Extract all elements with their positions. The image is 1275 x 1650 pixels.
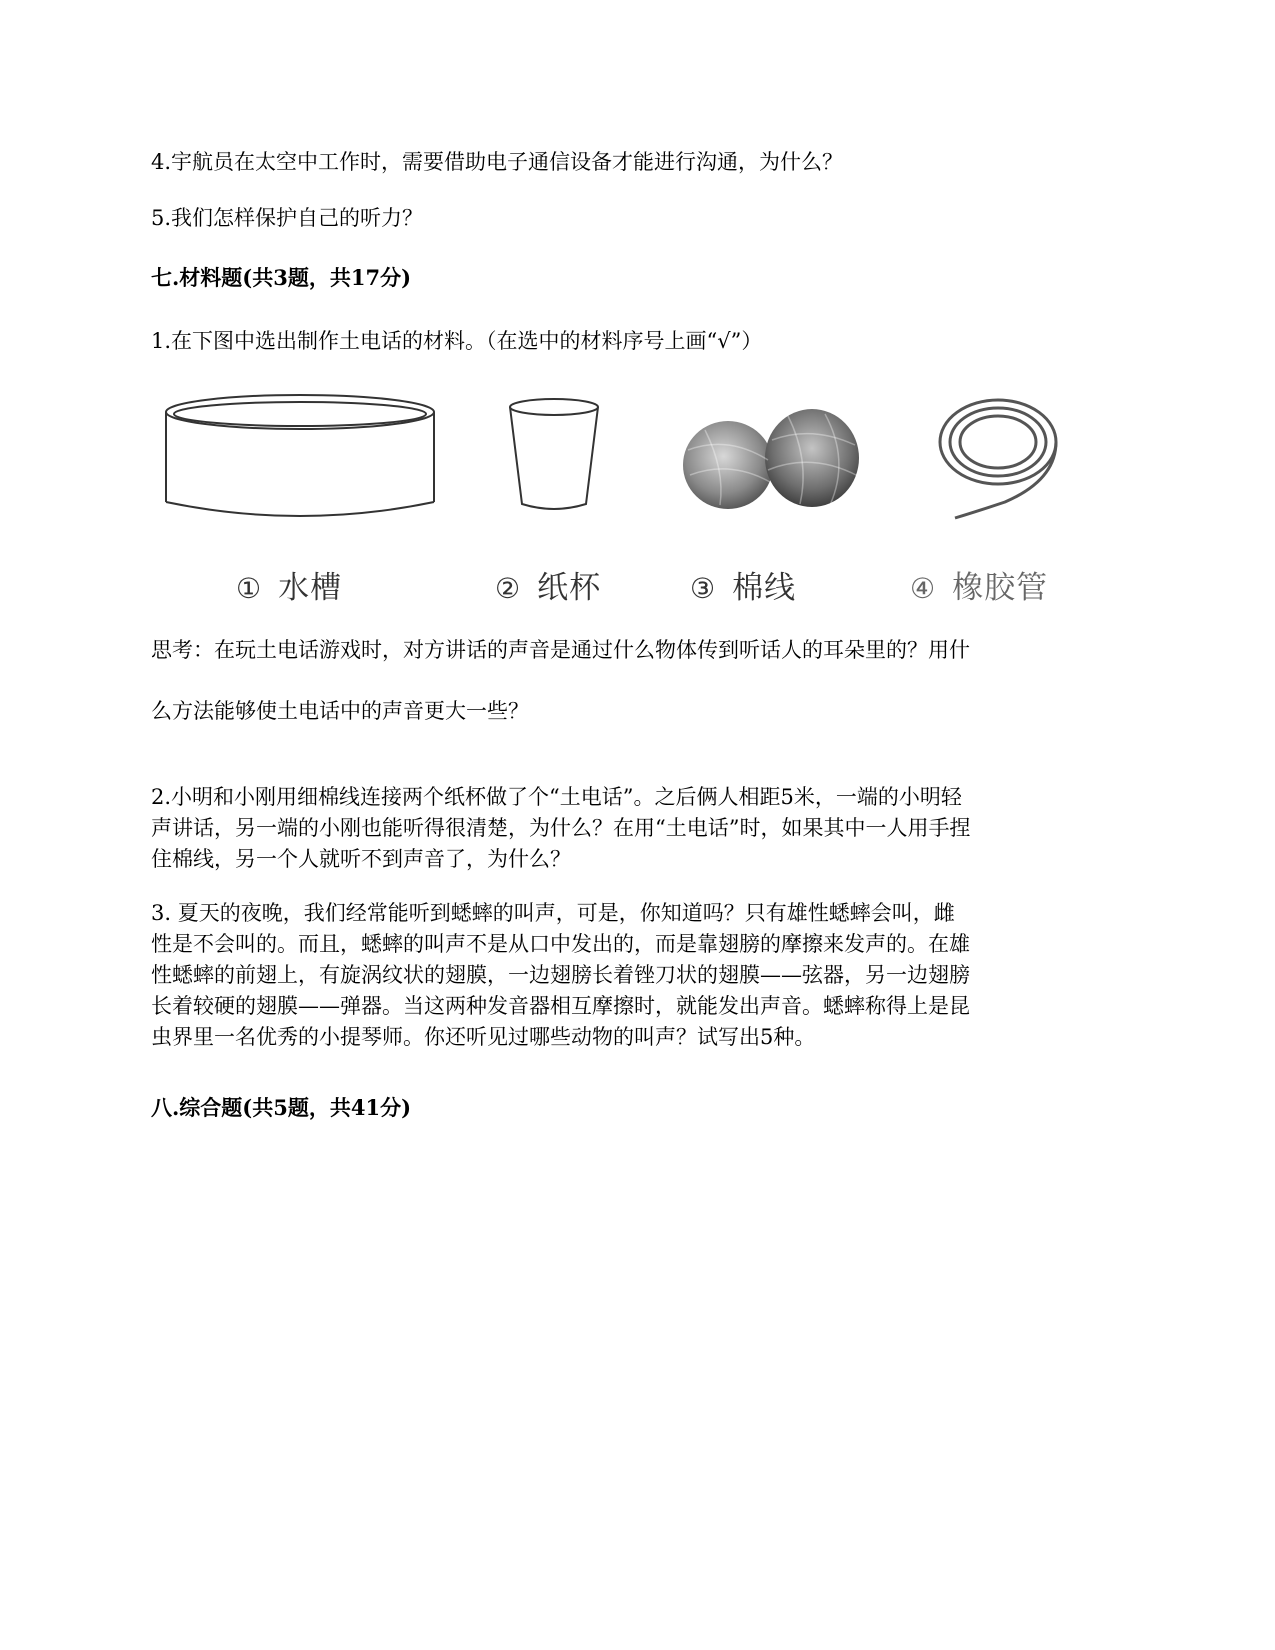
material-3-name: 棉线 (732, 570, 797, 606)
think-line-1: 思考：在玩土电话游戏时，对方讲话的声音是通过什么物体传到听话人的耳朵里的？用什 (151, 638, 970, 662)
question-3-line: 性蟋蟀的前翅上，有旋涡纹状的翅膜，一边翅膀长着锉刀状的翅膜——弦器，另一边翅膀 (151, 963, 970, 987)
material-2-name: 纸杯 (537, 570, 602, 606)
question-2-line: 声讲话，另一端的小刚也能听得很清楚，为什么？在用“土电话”时，如果其中一人用手捏 (151, 816, 971, 840)
material-3-number: ③ (690, 572, 717, 605)
materials-figure (160, 390, 1130, 620)
question-3-line: 性是不会叫的。而且，蟋蟀的叫声不是从口中发出的，而是靠翅膀的摩擦来发声的。在雄 (151, 932, 970, 956)
section-7-question-2 (151, 782, 1131, 875)
question-3-line: 长着较硬的翅膜——弹器。当这两种发音器相互摩擦时，就能发出声音。蟋蟀称得上是昆 (151, 994, 970, 1018)
basin-image (166, 395, 434, 516)
question-2-line: 住棉线，另一个人就听不到声音了，为什么？ (151, 847, 571, 871)
rubber-tube-image (940, 400, 1056, 518)
paper-cup-image (510, 399, 598, 509)
material-2-label (495, 562, 601, 607)
materials-illustration (160, 390, 1130, 550)
section-7-heading: 七.材料题(共3题，共17分) (151, 265, 412, 290)
question-3-line: 虫界里一名优秀的小提琴师。你还听见过哪些动物的叫声？试写出5种。 (151, 1025, 816, 1049)
material-4-number: ④ (910, 572, 937, 605)
material-4-label (910, 562, 1048, 607)
question-3-line: 3. 夏天的夜晚，我们经常能听到蟋蟀的叫声，可是，你知道吗？只有雄性蟋蟀会叫，雌 (151, 901, 955, 925)
section-7-question-3 (151, 898, 1131, 1053)
material-1-number: ① (236, 572, 263, 605)
material-2-number: ② (495, 572, 522, 605)
question-4: 4.宇航员在太空中工作时，需要借助电子通信设备才能进行沟通，为什么？ (151, 150, 844, 174)
section-8-heading: 八.综合题(共5题，共41分) (151, 1095, 412, 1120)
think-line-2: 么方法能够使土电话中的声音更大一些？ (151, 699, 529, 723)
section-7-question-1: 1.在下图中选出制作土电话的材料。（在选中的材料序号上画“√”） (151, 329, 763, 353)
material-3-label (690, 562, 796, 607)
question-5: 5.我们怎样保护自己的听力？ (151, 206, 424, 230)
material-1-name: 水槽 (278, 570, 343, 606)
question-2-line: 2.小明和小刚用细棉线连接两个纸杯做了个“土电话”。之后俩人相距5米，一端的小明轻 (151, 785, 962, 809)
material-4-name: 橡胶管 (952, 570, 1049, 606)
cotton-thread-image (683, 409, 859, 509)
material-1-label (236, 562, 342, 607)
